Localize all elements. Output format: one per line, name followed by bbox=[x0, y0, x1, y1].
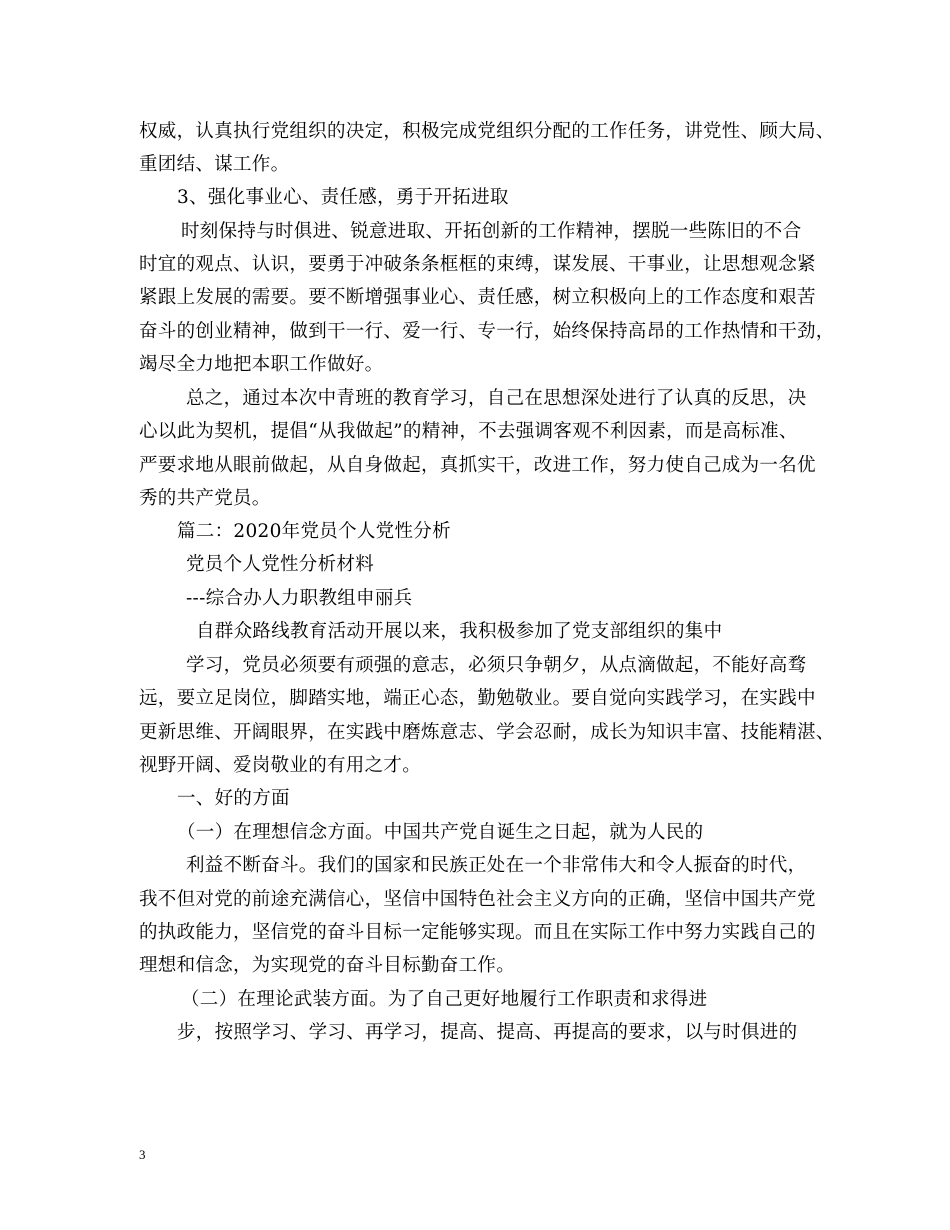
article-title: 篇二：2020年党员个人党性分析 bbox=[177, 521, 451, 542]
text-line: 步，按照学习、学习、再学习，提高、提高、再提高的要求，以与时俱进的 bbox=[177, 1022, 798, 1043]
text-line: 严要求地从眼前做起，从自身做起，真抓实干，改进工作，努力使自己成为一名优 bbox=[139, 455, 816, 476]
text-line: （二）在理论武装方面。为了自己更好地履行工作职责和求得进 bbox=[181, 989, 708, 1010]
text-line: 心以此为契机，提倡“从我做起”的精神，不去强调客观不利因素，而是高标准、 bbox=[139, 421, 798, 442]
text-line: 自群众路线教育活动开展以来，我积极参加了党支部组织的集中 bbox=[196, 621, 723, 642]
text-line: （一）在理想信念方面。中国共产党自诞生之日起，就为人民的 bbox=[177, 822, 704, 843]
text-line: 更新思维、开阔眼界，在实践中磨炼意志、学会忍耐，成长为知识丰富、技能精湛、 bbox=[139, 722, 835, 743]
text-line: 视野开阔、爱岗敬业的有用之才。 bbox=[139, 755, 422, 776]
text-line: 总之，通过本次中青班的教育学习，自己在思想深处进行了认真的反思，决 bbox=[186, 388, 807, 409]
section-heading: 3、强化事业心、责任感，勇于开拓进取 bbox=[177, 187, 509, 208]
text-line: 奋斗的创业精神，做到干一行、爱一行、专一行，始终保持高昂的工作热情和干劲， bbox=[139, 321, 835, 342]
text-line: 紧跟上发展的需要。要不断增强事业心、责任感，树立积极向上的工作态度和艰苦 bbox=[139, 287, 816, 308]
text-line: 重团结、谋工作。 bbox=[139, 154, 290, 175]
text-line: 学习，党员必须要有顽强的意志，必须只争朝夕，从点滴做起，不能好高骛 bbox=[186, 655, 807, 676]
text-line: 时宜的观点、认识，要勇于冲破条条框框的束缚，谋发展、干事业，让思想观念紧 bbox=[139, 254, 816, 275]
section-heading: 一、好的方面 bbox=[177, 788, 290, 809]
page-number: 3 bbox=[139, 1147, 146, 1162]
text-line: 的执政能力，坚信党的奋斗目标一定能够实现。而且在实际工作中努力实践自己的 bbox=[139, 922, 816, 943]
text-line: 理想和信念，为实现党的奋斗目标勤奋工作。 bbox=[139, 955, 516, 976]
text-line: 权威，认真执行党组织的决定，积极完成党组织分配的工作任务，讲党性、顾大局、 bbox=[139, 121, 835, 142]
text-line: 我不但对党的前途充满信心，坚信中国特色社会主义方向的正确，坚信中国共产党 bbox=[139, 889, 816, 910]
document-title: 党员个人党性分析材料 bbox=[186, 554, 375, 575]
text-line: 远，要立足岗位，脚踏实地，端正心态，勤勉敬业。要自觉向实践学习，在实践中 bbox=[139, 688, 816, 709]
author-line: ---综合办人力职教组申丽兵 bbox=[186, 588, 413, 609]
text-line: 秀的共产党员。 bbox=[139, 488, 271, 509]
text-line: 利益不断奋斗。我们的国家和民族正处在一个非常伟大和令人振奋的时代， bbox=[186, 855, 807, 876]
text-line: 竭尽全力地把本职工作做好。 bbox=[139, 354, 384, 375]
text-line: 时刻保持与时俱进、锐意进取、开拓创新的工作精神，摆脱一些陈旧的不合 bbox=[181, 221, 802, 242]
